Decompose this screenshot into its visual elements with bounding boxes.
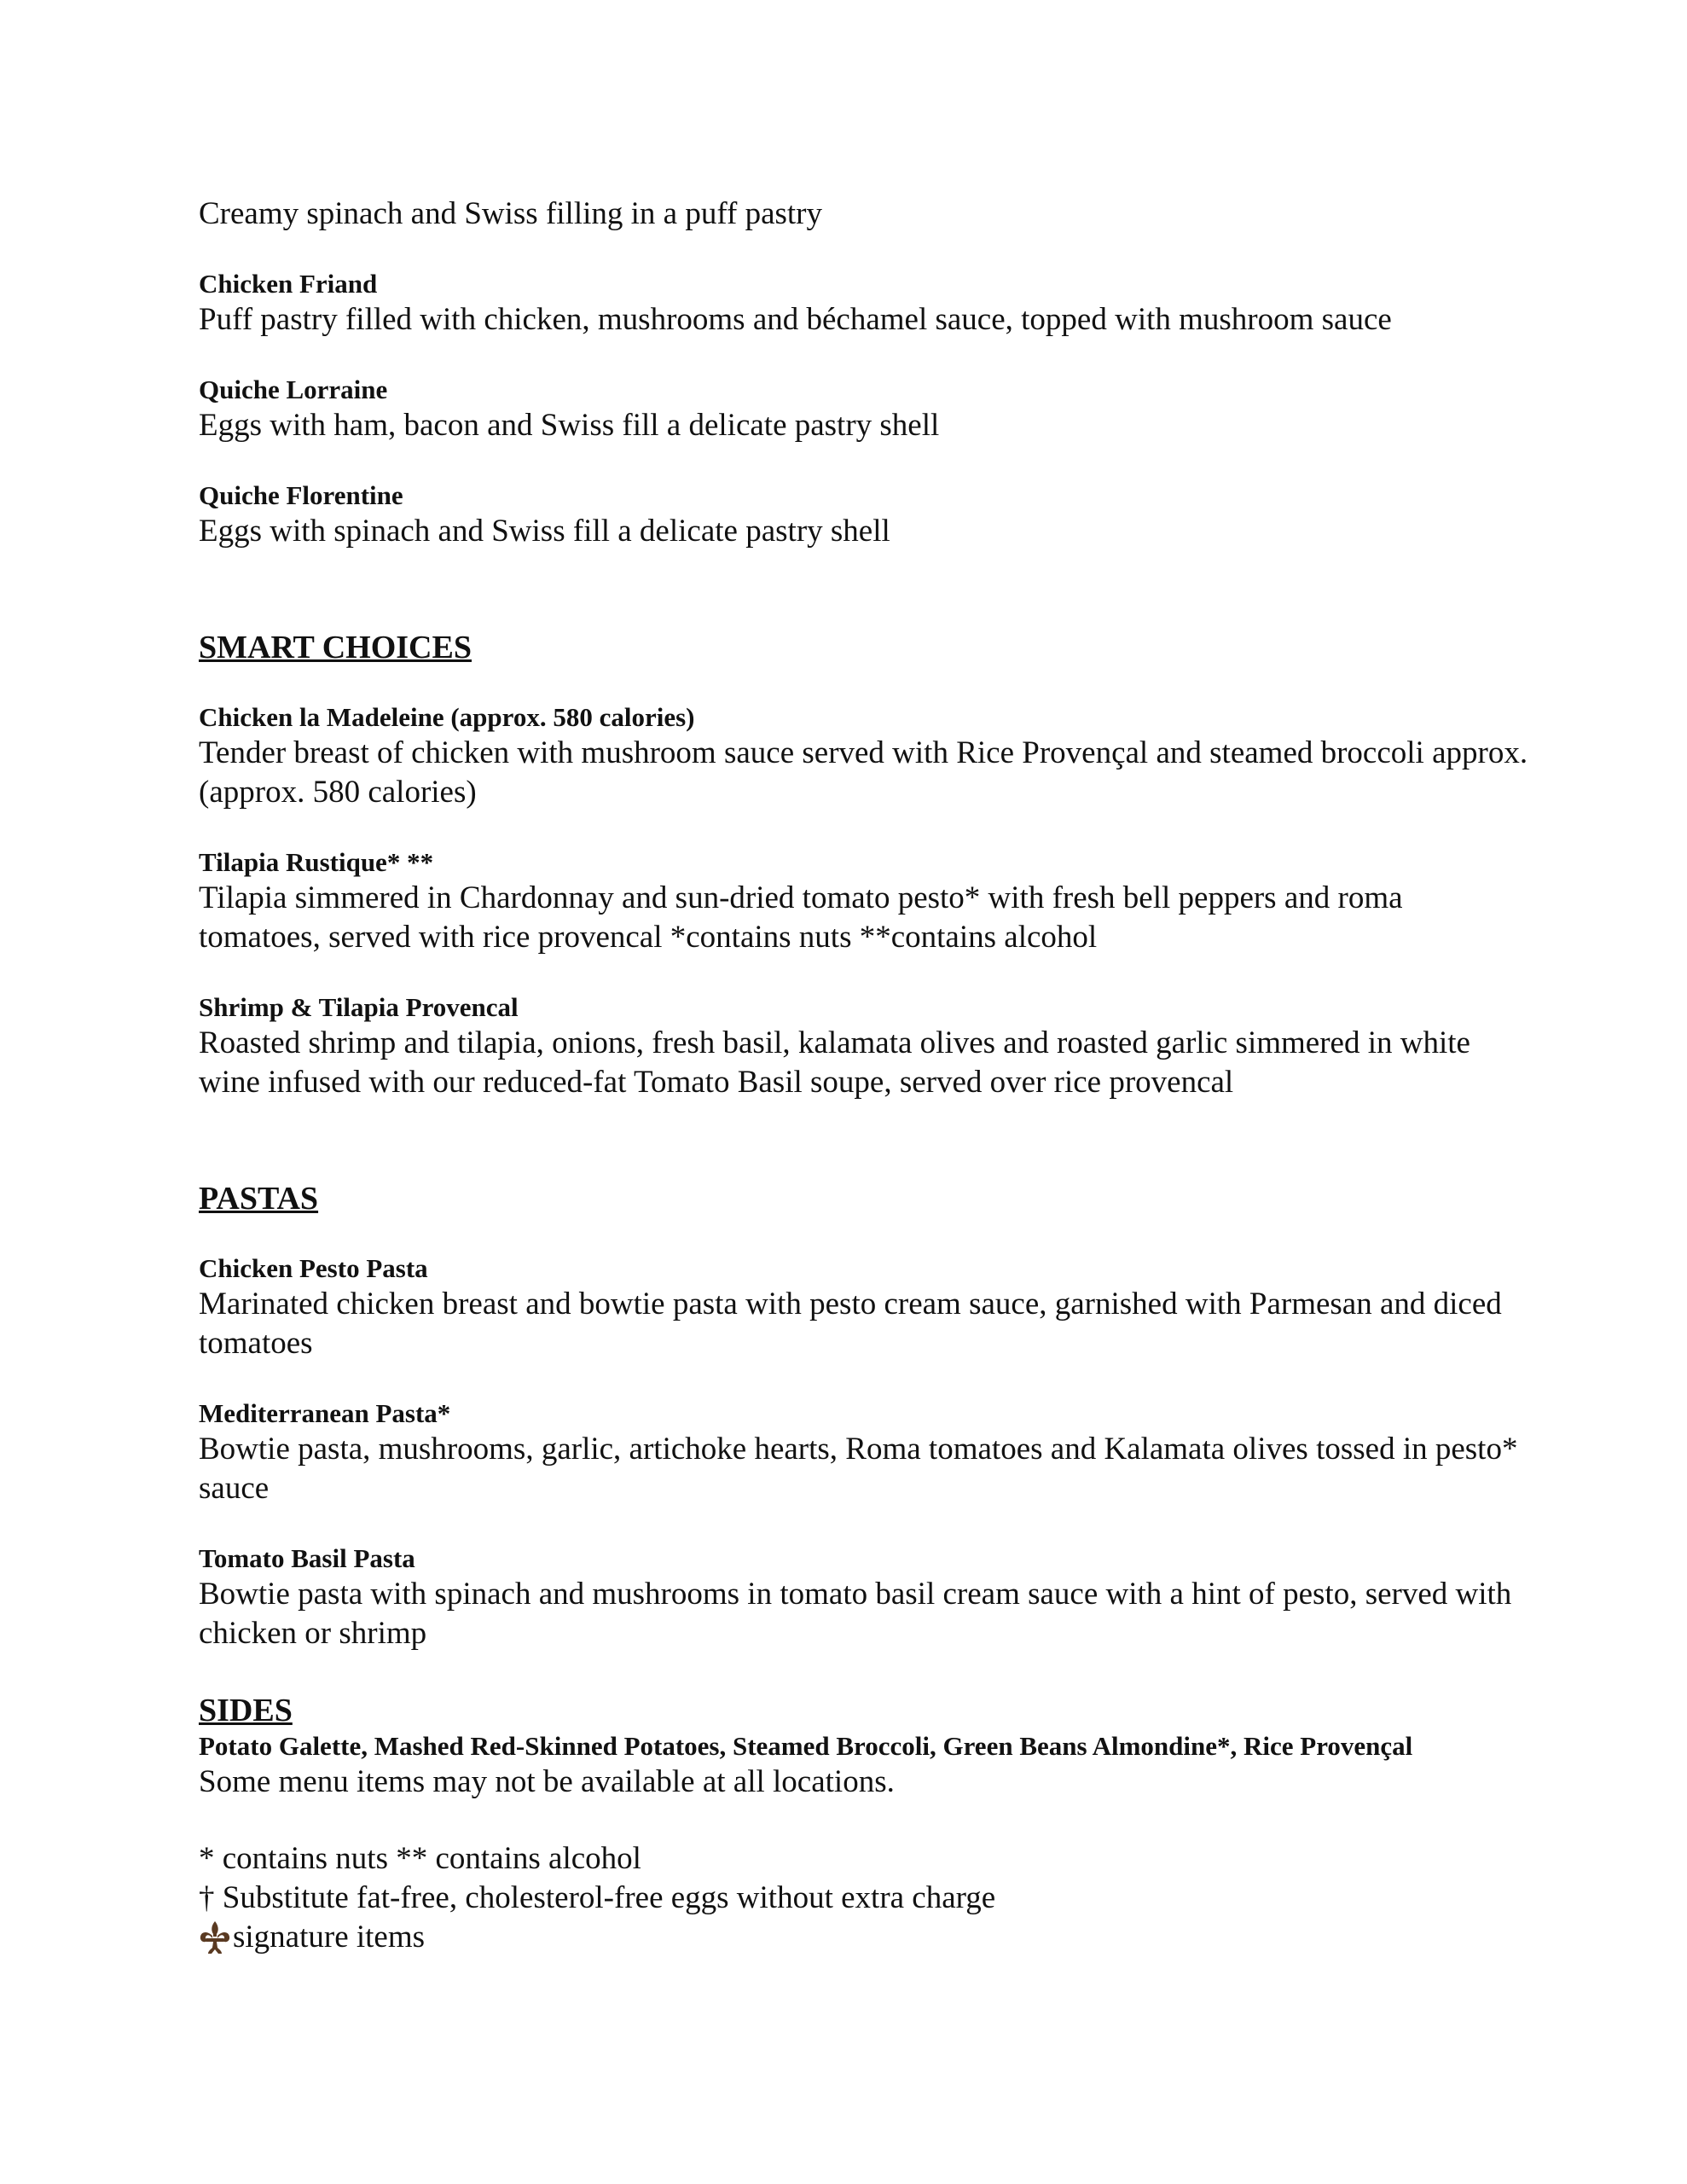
item-name: Quiche Lorraine: [199, 375, 388, 404]
item-name: Quiche Florentine: [199, 480, 403, 510]
menu-item: [199, 374, 1529, 445]
menu-item: [199, 701, 1529, 812]
item-description: Bowtie pasta with spinach and mushrooms in tomato basil cream sauce with a hint of pesto, served with chicken or shrimp: [199, 1577, 1512, 1651]
section-heading-sides: SIDES: [199, 1693, 293, 1728]
item-description: Creamy spinach and Swiss filling in a puff pastry: [199, 196, 822, 231]
footnote-eggs: † Substitute fat-free, cholesterol-free eggs without extra charge: [199, 1880, 996, 1915]
item-description: Eggs with ham, bacon and Swiss fill a delicate pastry shell: [199, 408, 940, 443]
item-name: Chicken la Madeleine (approx. 580 calories): [199, 702, 695, 732]
item-name: Shrimp & Tilapia Provencal: [199, 992, 519, 1022]
item-description: Bowtie pasta, mushrooms, garlic, artichoke hearts, Roma tomatoes and Kalamata olives tossed in pesto* sauce: [199, 1432, 1518, 1506]
menu-item: [199, 991, 1529, 1102]
fleur-de-lis-icon: [199, 1920, 231, 1955]
item-name: Tomato Basil Pasta: [199, 1543, 415, 1573]
item-description: Marinated chicken breast and bowtie pasta with pesto cream sauce, garnished with Parmesan and diced tomatoes: [199, 1287, 1502, 1361]
item-name: Mediterranean Pasta*: [199, 1398, 451, 1428]
footnote-signature: [199, 1918, 1529, 1957]
section-heading-pastas: PASTAS: [199, 1181, 319, 1217]
item-name: Tilapia Rustique* **: [199, 847, 434, 877]
item-name: Chicken Pesto Pasta: [199, 1253, 428, 1283]
item-description: Roasted shrimp and tilapia, onions, fresh basil, kalamata olives and roasted garlic simmered in white wine infused with our reduced-fat Tomato Basil soupe, served over rice provencal: [199, 1025, 1470, 1100]
item-description: Puff pastry filled with chicken, mushrooms and béchamel sauce, topped with mushroom sauce: [199, 302, 1392, 337]
section-heading-smart-choices: SMART CHOICES: [199, 630, 472, 665]
menu-item: [199, 1252, 1529, 1363]
menu-item: [199, 479, 1529, 551]
item-description: Tender breast of chicken with mushroom sauce served with Rice Provençal and steamed broccoli approx. (approx. 580 calories): [199, 735, 1528, 810]
item-description: Eggs with spinach and Swiss fill a delicate pastry shell: [199, 514, 890, 549]
menu-item: [199, 1542, 1529, 1653]
item-name: Chicken Friand: [199, 269, 378, 299]
availability-note: Some menu items may not be available at all locations.: [199, 1764, 895, 1799]
footnotes: [199, 1839, 1529, 1957]
signature-label: signature items: [233, 1920, 426, 1955]
sides-list: Potato Galette, Mashed Red-Skinned Potatoes, Steamed Broccoli, Green Beans Almondine*, Rice Provençal: [199, 1731, 1413, 1761]
menu-item: [199, 846, 1529, 957]
item-description: Tilapia simmered in Chardonnay and sun-dried tomato pesto* with fresh bell peppers and roma tomatoes, served with rice provencal *contains nuts **contains alcohol: [199, 880, 1403, 955]
menu-item: [199, 268, 1529, 340]
menu-page: [199, 0, 1529, 1957]
menu-item: [199, 1397, 1529, 1508]
footnote-nuts-alcohol: * contains nuts ** contains alcohol: [199, 1841, 641, 1876]
